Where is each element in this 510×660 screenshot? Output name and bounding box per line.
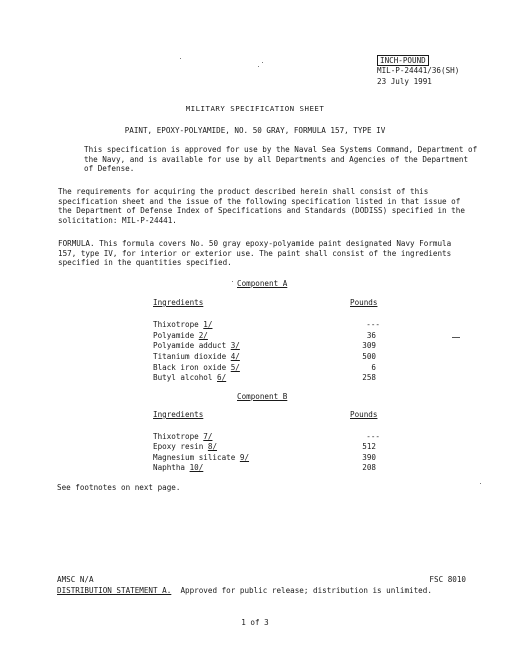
document-number: MIL-P-24441/36(SH): [377, 66, 460, 75]
scan-speck: [180, 58, 181, 59]
footnote-ref: 5/: [230, 363, 240, 372]
pounds-value: 390: [362, 453, 376, 462]
component-b-pounds-header: Pounds: [350, 410, 378, 419]
distribution-label: DISTRIBUTION STATEMENT A.: [57, 586, 172, 595]
footnote-ref: 6/: [217, 373, 227, 382]
ingredient-name: Naphtha: [153, 463, 190, 472]
component-a-pounds-header: Pounds: [350, 298, 378, 307]
formula-text: This formula covers No. 50 gray epoxy-polyamide paint designated Navy Formula 157, type IV, for interior or exterior use. The paint shall consist of the ingredients specified in the quantities specified.: [58, 239, 452, 268]
pounds-value: 512: [362, 442, 376, 451]
pounds-value: ---: [366, 320, 380, 329]
ingredient-name: Thixotrope: [153, 432, 204, 441]
footnote-ref: 7/: [203, 432, 213, 441]
ingredient-name: Thixotrope: [153, 320, 204, 329]
table-row: [153, 341, 240, 351]
footnote-ref: 10/: [189, 463, 204, 472]
pounds-value: 309: [362, 341, 376, 350]
ingredient-name: Black iron oxide: [153, 363, 231, 372]
component-a-title: Component A: [237, 279, 288, 288]
ingredient-name: Epoxy resin: [153, 442, 208, 451]
document-title: PAINT, EPOXY-POLYAMIDE, NO. 50 GRAY, FORMULA 157, TYPE IV: [124, 126, 386, 135]
table-row: [153, 363, 240, 373]
amsc-label: AMSC N/A: [57, 575, 94, 584]
component-b-title: Component B: [237, 392, 288, 401]
ingredient-name: Magnesium silicate: [153, 453, 240, 462]
footnote-ref: 1/: [203, 320, 213, 329]
pounds-value: 258: [362, 373, 376, 382]
approval-paragraph: [84, 145, 480, 174]
table-row: [153, 442, 217, 452]
formula-label: FORMULA.: [58, 239, 95, 248]
footnote-ref: 4/: [230, 352, 240, 361]
table-row: [153, 373, 226, 383]
formula-paragraph: [58, 239, 472, 268]
pounds-value: 208: [362, 463, 376, 472]
table-row: [153, 331, 208, 341]
approval-text: This specification is approved for use by the Naval Sea Systems Command, Department of the Navy, and is available for use by all Departments and Agencies of the Department of Defense.: [84, 145, 478, 174]
scan-speck: [232, 281, 233, 282]
table-row: [153, 463, 203, 473]
pounds-value: 36: [366, 331, 376, 340]
table-row: [153, 320, 212, 330]
document-date: 23 July 1991: [377, 77, 432, 86]
inch-pound-label: INCH-POUND: [377, 55, 429, 66]
ingredient-name: Titanium dioxide: [153, 352, 231, 361]
distribution-text: Approved for public release; distribution is unlimited.: [171, 586, 432, 595]
sheet-title: MILITARY SPECIFICATION SHEET: [185, 104, 325, 113]
distribution-statement: [57, 586, 432, 596]
requirements-paragraph: [58, 187, 472, 225]
footnotes-note: See footnotes on next page.: [57, 483, 181, 492]
scan-speck: [262, 62, 263, 63]
footnote-ref: 3/: [230, 341, 240, 350]
requirements-text: The requirements for acquiring the product described herein shall consist of this specification sheet and the issue of the following specification listed in that issue of the Department of Defense Index of Specifications and Standards (DODISS) specified in the solicitation: MIL-P-24441.: [58, 187, 465, 225]
component-a-ingredients-header: Ingredients: [153, 298, 204, 307]
scan-speck: [258, 66, 259, 67]
scan-speck: [480, 483, 481, 484]
footnote-ref: 8/: [207, 442, 218, 451]
pounds-value: 500: [362, 352, 376, 361]
ingredient-name: Butyl alcohol: [153, 373, 218, 382]
footnote-ref: 2/: [198, 331, 208, 340]
table-row: [153, 453, 249, 463]
component-b-ingredients-header: Ingredients: [153, 410, 204, 419]
table-row: [153, 432, 212, 442]
ingredient-name: Polyamide: [153, 331, 199, 340]
scan-mark: [452, 337, 460, 338]
page-number: 1 of 3: [241, 618, 269, 627]
pounds-value: ---: [366, 432, 380, 441]
pounds-value: 6: [371, 363, 376, 372]
table-row: [153, 352, 240, 362]
fsc-label: FSC 8010: [429, 575, 466, 584]
footnote-ref: 9/: [239, 453, 250, 462]
ingredient-name: Polyamide adduct: [153, 341, 231, 350]
